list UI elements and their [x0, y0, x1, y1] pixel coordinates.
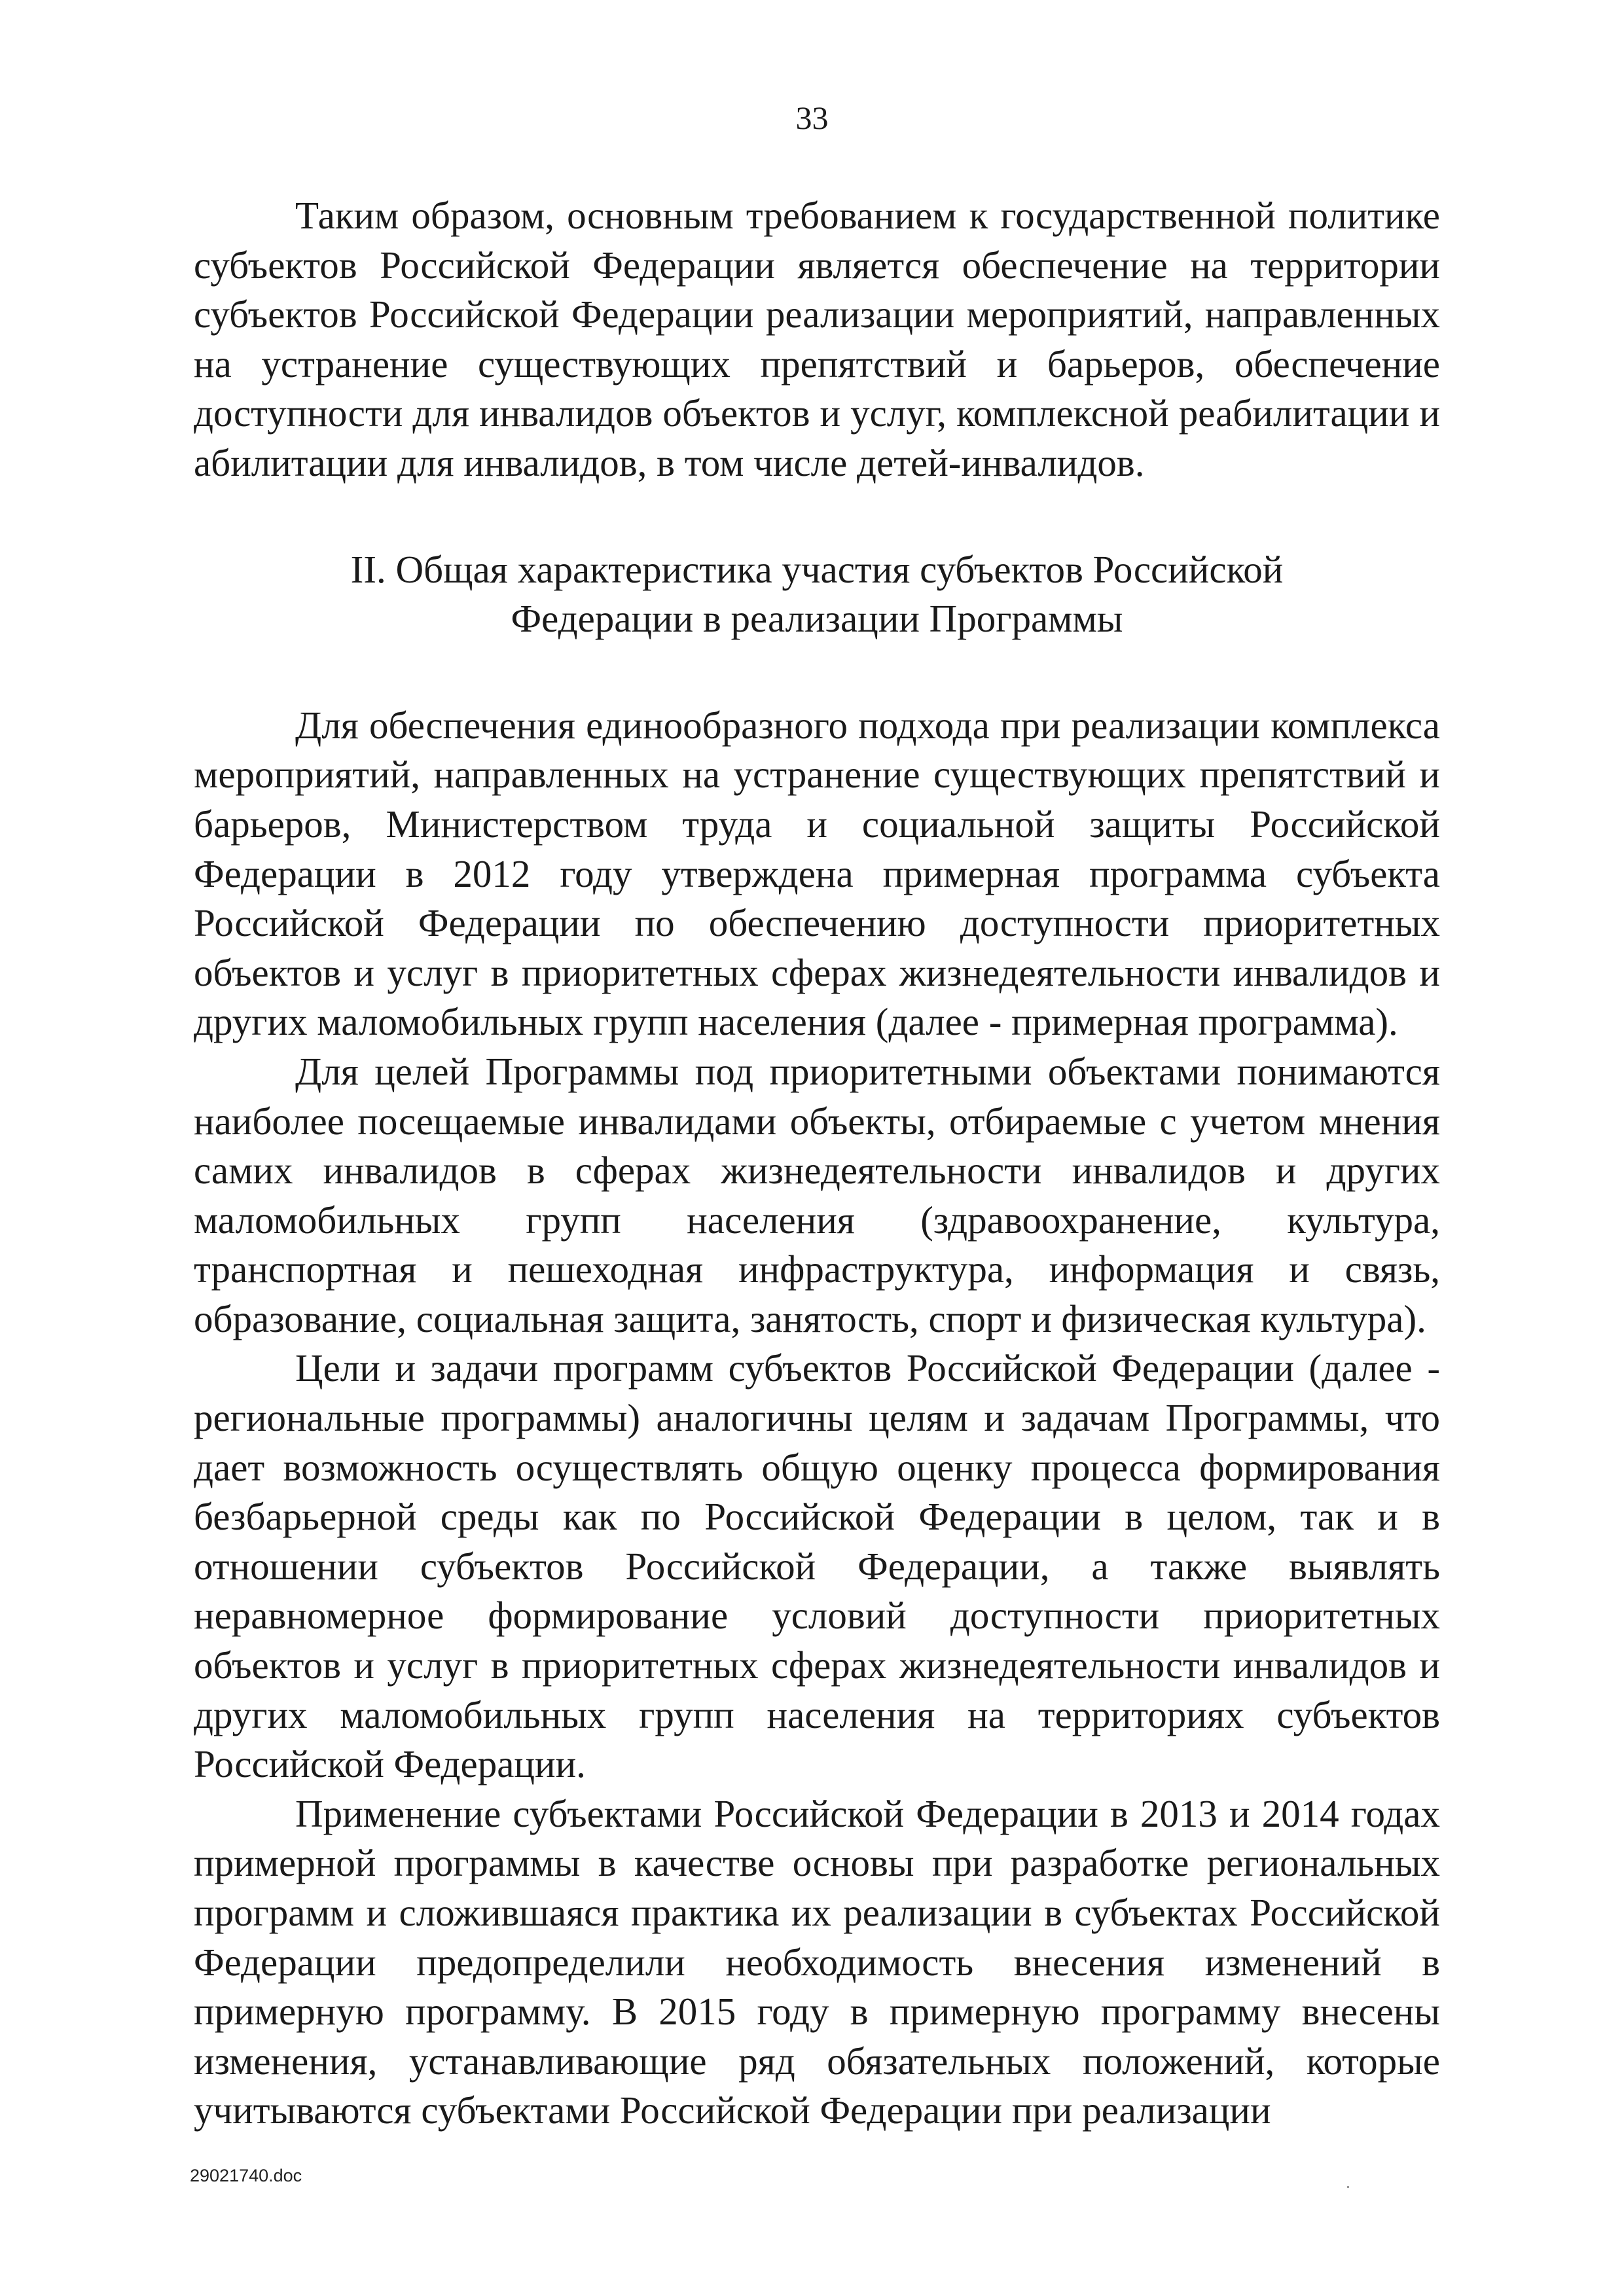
- paragraph: Таким образом, основным требованием к государственной политике субъектов Российской Федерации является обеспечение на территории субъектов Российской Федерации реализации мероприятий, направленных на устранение существующих препятствий и барьеров, обеспечение доступности для инвалидов объектов и услуг, комплексной реабилитации и абилитации для инвалидов, в том числе детей-инвалидов.: [194, 194, 1440, 484]
- body-text: [194, 191, 1440, 2136]
- section-heading-line: II. Общая характеристика участия субъектов Российской: [350, 547, 1284, 591]
- paragraph: Цели и задачи программ субъектов Российской Федерации (далее - региональные программы) аналогичны целям и задачам Программы, что дает возможность осуществлять общую оценку процесса формирования безбарьерной среды как по Российской Федерации в целом, так и в отношении субъектов Российской Федерации, а также выявлять неравномерное формирование условий доступности приоритетных объектов и услуг в приоритетных сферах жизнедеятельности инвалидов и других маломобильных групп населения на территориях субъектов Российской Федерации.: [194, 1346, 1440, 1786]
- paragraph: Для целей Программы под приоритетными объектами понимаются наиболее посещаемые инвалидами объекты, отбираемые с учетом мнения самих инвалидов в сферах жизнедеятельности инвалидов и других маломобильных групп населения (здравоохранение, культура, транспортная и пешеходная инфраструктура, информация и связь, образование, социальная защита, занятость, спорт и физическая культура).: [194, 1049, 1440, 1340]
- page-number: 33: [795, 99, 829, 136]
- scan-mark: [1347, 2186, 1349, 2188]
- paragraph: Для обеспечения единообразного подхода при реализации комплекса мероприятий, направленных на устранение существующих препятствий и барьеров, Министерством труда и социальной защиты Российской Федерации в 2012 году утверждена примерная программа субъекта Российской Федерации по обеспечению доступности приоритетных объектов и услуг в приоритетных сферах жизнедеятельности инвалидов и других маломобильных групп населения (далее - примерная программа).: [194, 703, 1440, 1044]
- section-heading-line: Федерации в реализации Программы: [511, 597, 1123, 641]
- paragraph: Применение субъектами Российской Федерации в 2013 и 2014 годах примерной программы в качестве основы при разработке региональных программ и сложившаяся практика их реализации в субъектах Российской Федерации предопределили необходимость внесения изменений в примерную программу. В 2015 году в примерную программу внесены изменения, устанавливающие ряд обязательных положений, которые учитываются субъектами Российской Федерации при реализации: [194, 1791, 1440, 2132]
- footer-file-code: 29021740.doc: [190, 2166, 302, 2185]
- section-heading: [194, 545, 1440, 644]
